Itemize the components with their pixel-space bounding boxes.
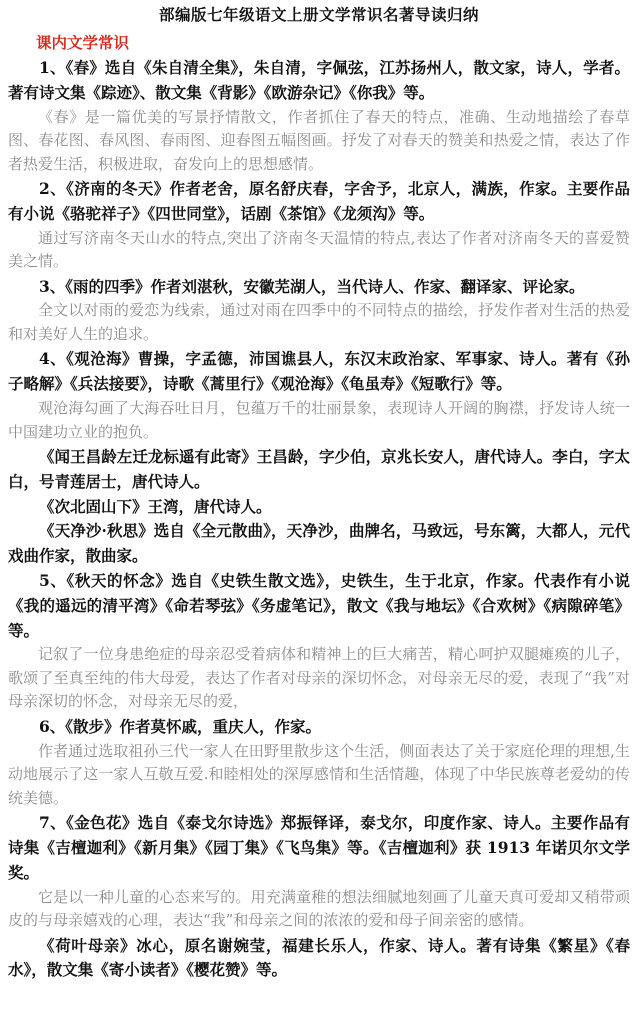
paragraph-entry: 《荷叶母亲》冰心，原名谢婉莹，福建长乐人，作家、诗人。著有诗集《繁星》《春水》，散文集《寄小读者》《樱花赞》等。: [8, 935, 630, 980]
paragraph-entry: 5、《秋天的怀念》选自《史铁生散文选》，史铁生，生于北京，作家。代表作有小说《我的遥远的清平湾》《命若琴弦》《务虚笔记》，散文《我与地坛》《合欢树》《病隙碎笔》等。: [8, 571, 630, 640]
paragraph-entry: 《次北固山下》王湾，唐代诗人。: [39, 496, 272, 516]
paragraph-entry: 4、《观沧海》曹操，字孟德，沛国谯县人，东汉末政治家、军事家、诗人。著有《孙子略解》《兵法接要》，诗歌《蒿里行》《观沧海》《龟虽寿》《短歌行》等。: [8, 349, 630, 394]
page-title: 部编版七年级语文上册文学常识名著导读归纳: [158, 5, 479, 24]
paragraph-summary: 《春》是一篇优美的写景抒情散文，作者抓住了春天的特点，准确、生动地描绘了春草图、春花图、春风图、春雨图、迎春图五幅图画。抒发了对春天的赞美和热爱之情，表达了作者热爱生活，积极进取，奋发向上的思想感情。: [8, 107, 630, 173]
paragraph-summary: 全文以对雨的爱恋为线索，通过对雨在四季中的不同特点的描绘，抒发作者对生活的热爱和对美好人生的追求。: [8, 301, 630, 343]
paragraph-entry: 2、《济南的冬天》作者老舍，原名舒庆春，字舍予，北京人，满族，作家。主要作品有小说《骆驼祥子》《四世同堂》，话剧《茶馆》《龙须沟》等。: [8, 179, 630, 223]
section-heading: 课内文学常识: [36, 33, 130, 52]
paragraph-summary: 通过写济南冬天山水的特点,突出了济南冬天温情的特点,表达了作者对济南冬天的喜爱赞美之情。: [8, 228, 630, 271]
paragraph-summary: 观沧海勾画了大海吞吐日月，包蕴万千的壮丽景象，表现诗人开阔的胸襟，抒发诗人统一中国建功立业的抱负。: [8, 399, 630, 441]
paragraph-entry: 《天净沙·秋思》选自《全元散曲》，天净沙，曲牌名，马致远，号东篱，大都人，元代戏曲作家，散曲家。: [8, 521, 630, 566]
paragraph-summary: 它是以一种儿童的心态来写的。用充满童稚的想法细腻地刻画了儿童天真可爱却又稍带顽皮的与母亲嬉戏的心理，表达“我”和母亲之间的浓浓的爱和母子间亲密的感情。: [8, 887, 630, 930]
paragraph-summary: 记叙了一位身患绝症的母亲忍受着病体和精神上的巨大痛苦，精心呵护双腿瘫痪的儿子，歌颂了至真至纯的伟大母爱，表达了作者对母亲的深切怀念，对母亲无尽的爱，表现了“我”对母亲深切的怀念，对母亲无尽的爱，: [8, 645, 630, 711]
paragraph-entry: 1、《春》选自《朱自清全集》，朱自清，字佩弦，江苏扬州人，散文家，诗人，学者。著有诗文集《踪迹》、散文集《背影》《欧游杂记》《你我》等。: [8, 58, 630, 102]
paragraph-entry: 3、《雨的四季》作者刘湛秋，安徽芜湖人，当代诗人、作家、翻译家、评论家。: [39, 276, 585, 296]
paragraph-entry: 《闻王昌龄左迁龙标遥有此寄》王昌龄，字少伯，京兆长安人，唐代诗人。李白，字太白，号青莲居士，唐代诗人。: [8, 447, 630, 491]
paragraph-summary: 作者通过选取祖孙三代一家人在田野里散步这个生活，侧面表达了关于家庭伦理的理想,生动地展示了这一家人互敬互爱.和睦相处的深厚感情和生活情趣，体现了中华民族尊老爱幼的传统美德。: [8, 741, 630, 807]
paragraph-entry: 6、《散步》作者莫怀戚，重庆人，作家。: [39, 716, 322, 736]
paragraph-entry: 7、《金色花》选自《泰戈尔诗选》郑振铎译，泰戈尔，印度作家、诗人。主要作品有诗集《吉檀迦利》《新月集》《园丁集》《飞鸟集》等。《吉檀迦利》获 1913 年诺贝尔文学奖。: [8, 813, 630, 882]
